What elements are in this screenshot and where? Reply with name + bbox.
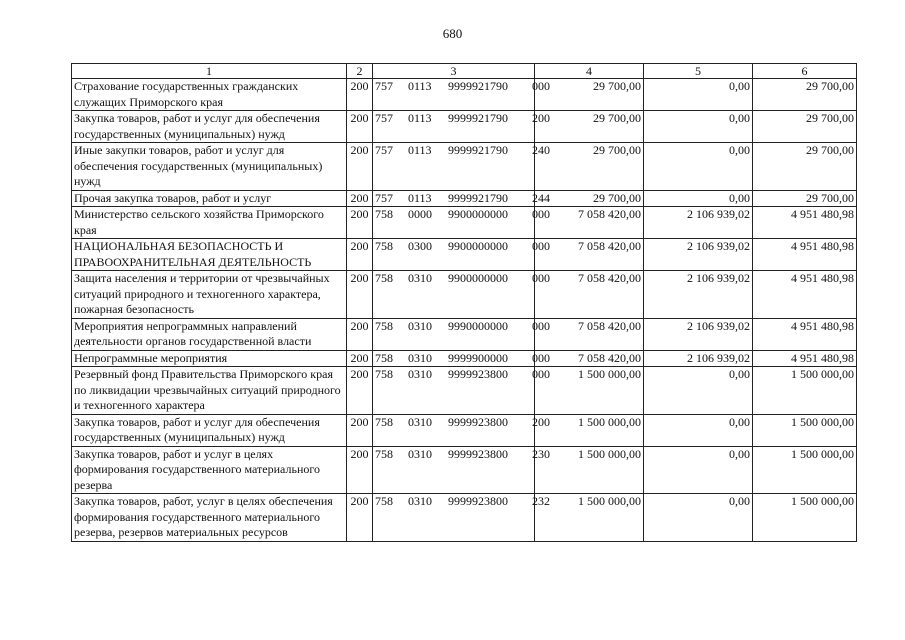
code-ved: 758 bbox=[375, 207, 393, 221]
code-vr: 240 bbox=[532, 143, 550, 157]
code-rz: 0310 bbox=[408, 318, 432, 333]
row-amount-col4: 7 058 420,00 bbox=[535, 271, 644, 319]
row-classification-code bbox=[373, 239, 550, 271]
row-amount-col4: 29 700,00 bbox=[535, 190, 644, 207]
row-amount-col4: 7 058 420,00 bbox=[535, 318, 644, 350]
row-name: Мероприятия непрограммных направлений деятельности органов государственной власти bbox=[72, 318, 347, 350]
row-amount-col4: 1 500 000,00 bbox=[535, 494, 644, 542]
row-amount-col5: 0,00 bbox=[644, 367, 753, 415]
row-col2-code: 200 bbox=[347, 367, 373, 415]
row-amount-col6: 1 500 000,00 bbox=[753, 367, 857, 415]
row-amount-col4: 7 058 420,00 bbox=[535, 350, 644, 367]
code-csr: 9999921790 bbox=[448, 111, 508, 125]
row-amount-col6: 4 951 480,98 bbox=[753, 350, 857, 367]
code-ved: 758 bbox=[375, 446, 393, 461]
code-ved: 757 bbox=[375, 143, 393, 157]
row-col2-code: 200 bbox=[347, 414, 373, 446]
row-name: Закупка товаров, работ и услуг для обеспечения государственных (муниципальных) нужд bbox=[72, 414, 347, 446]
row-amount-col6: 29 700,00 bbox=[753, 190, 857, 207]
header-col-1: 1 bbox=[72, 64, 347, 79]
page-number: 680 bbox=[442, 26, 463, 41]
row-amount-col6: 1 500 000,00 bbox=[753, 446, 857, 494]
row-amount-col6: 4 951 480,98 bbox=[753, 271, 857, 319]
code-vr: 000 bbox=[532, 271, 550, 285]
row-amount-col5: 2 106 939,02 bbox=[644, 318, 753, 350]
code-ved: 757 bbox=[375, 111, 393, 125]
row-classification-code bbox=[373, 446, 550, 494]
code-csr: 9999921790 bbox=[448, 190, 508, 205]
code-rz: 0113 bbox=[408, 190, 432, 205]
row-col2-code: 200 bbox=[347, 190, 373, 207]
code-ved: 758 bbox=[375, 239, 393, 253]
table-row bbox=[72, 318, 857, 350]
code-csr: 9999923800 bbox=[448, 414, 508, 429]
row-amount-col6: 29 700,00 bbox=[753, 79, 857, 111]
row-amount-col4: 1 500 000,00 bbox=[535, 446, 644, 494]
code-csr: 9900000000 bbox=[448, 271, 508, 285]
row-col2-code: 200 bbox=[347, 494, 373, 542]
row-amount-col4: 29 700,00 bbox=[535, 79, 644, 111]
code-csr: 9900000000 bbox=[448, 239, 508, 253]
row-col2-code: 200 bbox=[347, 143, 373, 191]
row-name: Резервный фонд Правительства Приморского края по ликвидации чрезвычайных ситуаций природного и техногенного характера bbox=[72, 367, 347, 415]
row-col2-code: 200 bbox=[347, 239, 373, 271]
row-amount-col6: 29 700,00 bbox=[753, 143, 857, 191]
code-rz: 0300 bbox=[408, 239, 432, 253]
row-amount-col5: 0,00 bbox=[644, 414, 753, 446]
table-row bbox=[72, 414, 857, 446]
code-csr: 9999923800 bbox=[448, 367, 508, 381]
row-amount-col5: 0,00 bbox=[644, 446, 753, 494]
row-col2-code: 200 bbox=[347, 318, 373, 350]
row-col2-code: 200 bbox=[347, 111, 373, 143]
row-amount-col4: 29 700,00 bbox=[535, 111, 644, 143]
row-amount-col5: 2 106 939,02 bbox=[644, 350, 753, 367]
row-amount-col4: 7 058 420,00 bbox=[535, 239, 644, 271]
header-col-2: 2 bbox=[347, 64, 373, 79]
header-col-3: 3 bbox=[373, 64, 535, 79]
header-col-6: 6 bbox=[753, 64, 857, 79]
code-ved: 758 bbox=[375, 318, 393, 333]
budget-table bbox=[71, 63, 857, 542]
table-row bbox=[72, 271, 857, 319]
code-vr: 000 bbox=[532, 79, 550, 93]
table-row bbox=[72, 207, 857, 239]
row-classification-code bbox=[373, 207, 550, 239]
table-body bbox=[72, 79, 857, 542]
table-row bbox=[72, 79, 857, 111]
row-amount-col4: 7 058 420,00 bbox=[535, 207, 644, 239]
code-vr: 200 bbox=[532, 414, 550, 429]
table-row bbox=[72, 111, 857, 143]
row-name: Министерство сельского хозяйства Приморского края bbox=[72, 207, 347, 239]
code-rz: 0310 bbox=[408, 414, 432, 429]
table-row bbox=[72, 143, 857, 191]
code-ved: 757 bbox=[375, 190, 393, 205]
code-vr: 200 bbox=[532, 111, 550, 125]
row-name: Закупка товаров, работ и услуг для обеспечения государственных (муниципальных) нужд bbox=[72, 111, 347, 143]
code-ved: 758 bbox=[375, 414, 393, 429]
table-row bbox=[72, 446, 857, 494]
row-amount-col6: 1 500 000,00 bbox=[753, 494, 857, 542]
code-rz: 0310 bbox=[408, 446, 432, 461]
code-csr: 9999900000 bbox=[448, 350, 508, 365]
row-amount-col5: 2 106 939,02 bbox=[644, 271, 753, 319]
code-rz: 0310 bbox=[408, 494, 432, 508]
code-vr: 230 bbox=[532, 446, 550, 461]
row-name: Страхование государственных гражданских служащих Приморского края bbox=[72, 79, 347, 111]
code-vr: 232 bbox=[532, 494, 550, 508]
code-ved: 757 bbox=[375, 79, 393, 93]
code-csr: 9999923800 bbox=[448, 446, 508, 461]
row-amount-col5: 2 106 939,02 bbox=[644, 239, 753, 271]
row-name: Защита населения и территории от чрезвычайных ситуаций природного и техногенного характера, пожарная безопасность bbox=[72, 271, 347, 319]
code-ved: 758 bbox=[375, 367, 393, 381]
code-rz: 0310 bbox=[408, 350, 432, 365]
code-vr: 000 bbox=[532, 367, 550, 381]
header-row bbox=[72, 64, 857, 79]
row-amount-col5: 0,00 bbox=[644, 190, 753, 207]
code-rz: 0310 bbox=[408, 271, 432, 285]
code-rz: 0310 bbox=[408, 367, 432, 381]
row-classification-code bbox=[373, 111, 550, 143]
code-vr: 000 bbox=[532, 350, 550, 365]
row-classification-code bbox=[373, 271, 550, 319]
row-col2-code: 200 bbox=[347, 207, 373, 239]
row-name: Непрограммные мероприятия bbox=[72, 350, 347, 367]
row-classification-code bbox=[373, 367, 550, 415]
row-amount-col6: 1 500 000,00 bbox=[753, 414, 857, 446]
table-header bbox=[72, 64, 857, 79]
row-col2-code: 200 bbox=[347, 79, 373, 111]
table-row bbox=[72, 190, 857, 207]
code-vr: 000 bbox=[532, 207, 550, 221]
row-classification-code bbox=[373, 143, 550, 191]
code-csr: 9990000000 bbox=[448, 318, 508, 333]
row-amount-col6: 29 700,00 bbox=[753, 111, 857, 143]
row-col2-code: 200 bbox=[347, 271, 373, 319]
header-col-4: 4 bbox=[535, 64, 644, 79]
row-amount-col5: 0,00 bbox=[644, 79, 753, 111]
row-classification-code bbox=[373, 190, 550, 207]
row-name: Закупка товаров, работ и услуг в целях формирования государственного материального резерва bbox=[72, 446, 347, 494]
row-amount-col6: 4 951 480,98 bbox=[753, 239, 857, 271]
code-ved: 758 bbox=[375, 494, 393, 508]
row-col2-code: 200 bbox=[347, 446, 373, 494]
code-ved: 758 bbox=[375, 271, 393, 285]
code-ved: 758 bbox=[375, 350, 393, 365]
row-amount-col4: 1 500 000,00 bbox=[535, 414, 644, 446]
code-rz: 0113 bbox=[408, 111, 432, 125]
code-rz: 0113 bbox=[408, 79, 432, 93]
code-vr: 244 bbox=[532, 190, 550, 205]
code-rz: 0000 bbox=[408, 207, 432, 221]
row-name: Закупка товаров, работ, услуг в целях обеспечения формирования государственного материального резерва, резервов материальных ресурсов bbox=[72, 494, 347, 542]
row-name: Прочая закупка товаров, работ и услуг bbox=[72, 190, 347, 207]
row-amount-col6: 4 951 480,98 bbox=[753, 318, 857, 350]
row-classification-code bbox=[373, 350, 550, 367]
code-vr: 000 bbox=[532, 239, 550, 253]
code-csr: 9999921790 bbox=[448, 79, 508, 93]
row-amount-col4: 29 700,00 bbox=[535, 143, 644, 191]
code-rz: 0113 bbox=[408, 143, 432, 157]
row-amount-col5: 0,00 bbox=[644, 494, 753, 542]
table-row bbox=[72, 350, 857, 367]
row-name: Иные закупки товаров, работ и услуг для обеспечения государственных (муниципальных) нужд bbox=[72, 143, 347, 191]
row-classification-code bbox=[373, 318, 550, 350]
code-csr: 9999923800 bbox=[448, 494, 508, 508]
row-amount-col5: 2 106 939,02 bbox=[644, 207, 753, 239]
row-amount-col5: 0,00 bbox=[644, 111, 753, 143]
row-amount-col4: 1 500 000,00 bbox=[535, 367, 644, 415]
row-classification-code bbox=[373, 494, 550, 542]
row-classification-code bbox=[373, 414, 550, 446]
row-amount-col5: 0,00 bbox=[644, 143, 753, 191]
row-classification-code bbox=[373, 79, 550, 111]
table-row bbox=[72, 367, 857, 415]
row-name: НАЦИОНАЛЬНАЯ БЕЗОПАСНОСТЬ И ПРАВООХРАНИТЕЛЬНАЯ ДЕЯТЕЛЬНОСТЬ bbox=[72, 239, 347, 271]
code-csr: 9900000000 bbox=[448, 207, 508, 221]
row-col2-code: 200 bbox=[347, 350, 373, 367]
table-row bbox=[72, 239, 857, 271]
header-col-5: 5 bbox=[644, 64, 753, 79]
table-row bbox=[72, 494, 857, 542]
row-amount-col6: 4 951 480,98 bbox=[753, 207, 857, 239]
code-vr: 000 bbox=[532, 318, 550, 333]
code-csr: 9999921790 bbox=[448, 143, 508, 157]
